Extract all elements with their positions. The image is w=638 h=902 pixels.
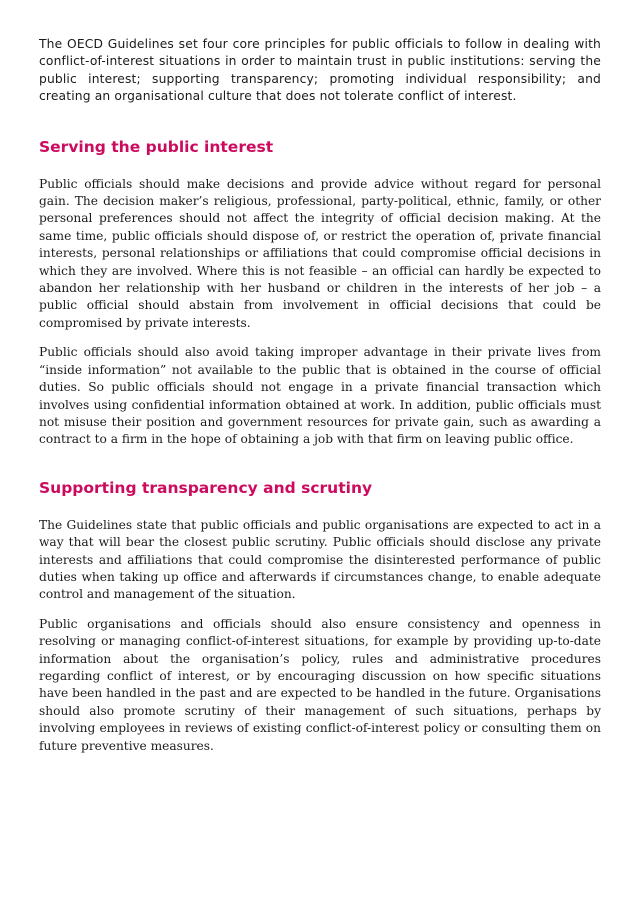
transparency-paragraph-1: The Guidelines state that public officials and public organisations are expected to act in a way that will bear the closest public scrutiny. Public officials should disclose any private interests and affiliations that could compromise the disinterested performance of public duties when taking up office and afterwards if circumstances change, to enable adequate control and management of the situation. — [39, 517, 601, 602]
serving-paragraph-1: Public officials should make decisions and provide advice without regard for personal gain. The decision maker’s religious, professional, party-political, ethnic, family, or other personal preferences should not affect the integrity of official decision making. At the same time, public officials should dispose of, or restrict the operation of, private financial interests, personal relationships or affiliations that could compromise official decisions in which they are involved. Where this is not feasible – an official can hardly be expected to abandon her relationship with her husband or children in the interests of her job – a public official should abstain from involvement in official decisions that could be compromised by private interests. — [39, 176, 601, 330]
serving-paragraph-2: Public officials should also avoid taking improper advantage in their private lives from “inside information” not available to the public that is obtained in the course of official duties. So public officials should not engage in a private financial transaction which involves using confidential information obtained at work. In addition, public officials must not misuse their position and government resources for private gain, such as awarding a contract to a firm in the hope of obtaining a job with that firm on leaving public office. — [39, 345, 601, 447]
intro-paragraph: The OECD Guidelines set four core principles for public officials to follow in dealing with conflict-of-interest situations in order to maintain trust in public institutions: serving the public interest; supporting transparency; promoting individual responsibility; and creating an organisational culture that does not tolerate conflict of interest. — [39, 37, 601, 104]
section-title-serving-public-interest: Serving the public interest — [39, 137, 274, 156]
transparency-paragraph-2: Public organisations and officials should also ensure consistency and openness in resolving or managing conflict-of-interest situations, for example by providing up-to-date information about the organisation’s policy, rules and administrative procedures regarding conflict of interest, or by encouraging discussion on how specific situations have been handled in the past and are expected to be handled in the future. Organisations should also promote scrutiny of their management of such situations, perhaps by involving employees in reviews of existing conflict-of-interest policy or consulting them on future preventive measures. — [39, 616, 601, 753]
page-content — [39, 36, 601, 755]
section-title-transparency-scrutiny: Supporting transparency and scrutiny — [39, 478, 373, 497]
